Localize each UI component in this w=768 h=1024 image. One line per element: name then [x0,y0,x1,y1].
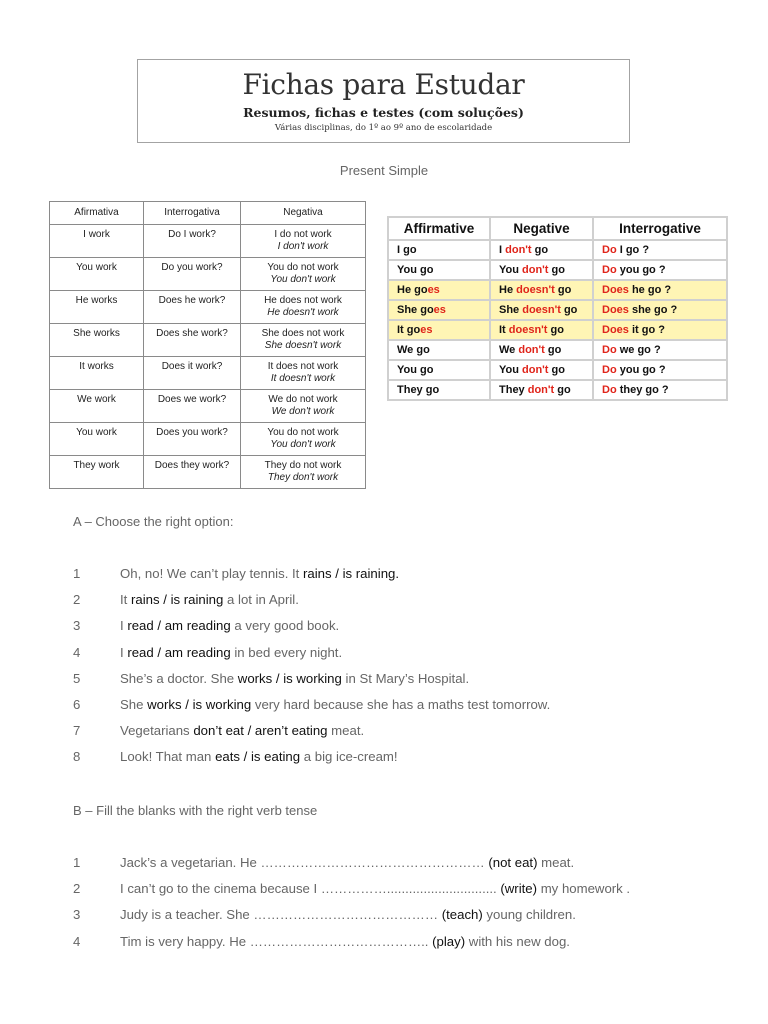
cell-text: go [554,284,572,296]
item-verb: (play) [432,933,466,949]
item-text: She [120,697,148,712]
column-header: Negativa [241,202,366,225]
cell-contraction: You don't work [270,439,336,450]
table-row [50,390,366,423]
cell-text: It [499,324,509,336]
item-text: I [120,644,128,660]
column-header: Afirmativa [50,202,144,225]
interrogative-cell [144,357,241,390]
column-header: Negative [491,218,592,239]
cell-auxiliary: doesn't [508,324,548,336]
cell-contraction: I don't work [277,241,329,252]
header-small-text: Várias disciplinas, do 1º ao 9º ano de escolaridade [274,123,493,133]
negative-cell [491,241,592,259]
cell-text: They go [397,384,440,396]
cell-text: they go ? [616,384,669,396]
cell-text: Does you work? [156,427,228,438]
cell-auxiliary: don't [527,384,555,396]
item-number: 3 [73,907,81,923]
exercise-item [73,881,753,896]
cell-text: You do not work [267,262,339,273]
exercise-item [73,934,753,949]
cell-text: I do not work [274,229,332,240]
item-options: works / is working [147,697,252,712]
cell-text: You [499,364,523,376]
cell-auxiliary: Does [602,304,629,316]
exercise-item [73,566,753,581]
exercise-item [73,645,753,660]
negative-cell [241,258,366,291]
affirmative-cell [50,225,144,258]
negative-cell [241,390,366,423]
cell-text: We work [77,394,116,405]
item-options: read / am reading [127,618,231,634]
exercise-item [73,749,753,764]
cell-auxiliary: Do [602,344,617,356]
item-number: 6 [73,697,81,712]
item-options: works / is working [237,670,342,686]
interrogative-cell [594,321,726,339]
item-options: read / am reading [127,644,231,660]
item-text: Oh, no! We can’t play tennis. It [120,566,304,581]
cell-text: He [499,284,517,296]
interrogative-cell [594,341,726,359]
item-number: 4 [73,644,81,660]
affirmative-cell [389,381,489,399]
cell-auxiliary: Do [602,364,617,376]
item-text: It [120,592,131,608]
column-header: Interrogative [594,218,726,239]
interrogative-cell [594,281,726,299]
cell-ending: es [433,304,446,316]
cell-auxiliary: don't [522,264,549,276]
item-options: don’t eat / aren’t eating [193,723,328,739]
affirmative-cell [50,390,144,423]
conjugation-table-work [49,201,366,489]
table-row [50,456,366,489]
cell-auxiliary: Does [602,324,629,336]
interrogative-cell [144,390,241,423]
table-row [50,357,366,390]
item-options: rains / is raining [131,592,224,608]
affirmative-cell [50,456,144,489]
exercise-item [73,618,753,633]
negative-cell [491,321,592,339]
cell-text: He go [397,284,428,296]
cell-ending: es [427,284,440,296]
cell-text: It go [397,324,421,336]
interrogative-cell [594,261,726,279]
negative-cell [491,361,592,379]
cell-text: You work [76,262,117,273]
interrogative-cell [144,258,241,291]
cell-contraction: It doesn't work [270,373,336,384]
cell-text: he go ? [628,284,672,296]
interrogative-cell [144,291,241,324]
item-number: 4 [73,933,81,949]
cell-text: She go [397,304,434,316]
exercise-item [73,697,753,712]
cell-auxiliary: don't [505,244,532,256]
negative-cell [241,291,366,324]
item-text: in bed every night. [230,644,343,660]
table-row [50,258,366,291]
item-verb: (teach) [441,907,483,923]
cell-text: I go ? [616,244,650,256]
cell-text: Does she work? [156,328,228,339]
cell-auxiliary: don't [518,344,545,356]
header-subtitle: Resumos, fichas e testes (com soluções) [243,105,524,120]
cell-text: We go [397,344,430,356]
cell-text: We do not work [268,394,338,405]
column-header: Interrogativa [144,202,241,225]
exercise-item [73,855,753,870]
cell-text: it go ? [628,324,665,336]
item-text: with his new dog. [465,933,570,949]
cell-auxiliary: Do [602,384,617,396]
exercise-item [73,592,753,607]
affirmative-cell [389,321,489,339]
cell-text: go [548,364,565,376]
cell-text: Does we work? [157,394,227,405]
table-row [389,301,726,319]
section-title: Present Simple [339,163,429,178]
interrogative-cell [594,381,726,399]
cell-auxiliary: doesn't [522,304,561,316]
item-text: very hard because she has a maths test tomorrow. [251,697,551,712]
negative-cell [241,357,366,390]
item-number: 2 [73,592,81,608]
negative-cell [491,381,592,399]
table-row [389,381,726,399]
interrogative-cell [594,301,726,319]
exercise-a-heading: A – Choose the right option: [73,514,234,529]
affirmative-cell [389,341,489,359]
cell-text: go [531,244,549,256]
cell-text: Does he work? [158,295,226,306]
cell-text: you go ? [616,364,666,376]
cell-text: we go ? [616,344,661,356]
table-row [50,225,366,258]
item-number: 1 [73,566,81,581]
negative-cell [241,456,366,489]
interrogative-cell [144,423,241,456]
item-text: a big ice-cream! [300,749,398,765]
table-header-row [50,202,366,225]
cell-text: You go [397,364,434,376]
affirmative-cell [389,241,489,259]
table-row [50,324,366,357]
cell-text: She does not work [261,328,345,339]
affirmative-cell [50,423,144,456]
cell-text: You do not work [267,427,339,438]
cell-auxiliary: doesn't [516,284,555,296]
affirmative-cell [50,291,144,324]
item-number: 7 [73,723,81,739]
item-text: meat. [327,723,365,739]
cell-auxiliary: don't [522,364,549,376]
negative-cell [241,324,366,357]
table-row [50,291,366,324]
item-text: Jack’s a vegetarian. He …………………………………………… [120,855,489,870]
affirmative-cell [389,301,489,319]
item-number: 3 [73,618,81,634]
item-text: my homework . [537,881,631,897]
item-text: young children. [482,907,576,923]
cell-text: He works [75,295,118,306]
item-text: Judy is a teacher. She …………………………………… [120,907,442,923]
cell-contraction: She doesn't work [264,340,342,351]
cell-text: I go [397,244,417,256]
cell-text: She works [73,328,120,339]
item-text: a very good book. [230,618,340,634]
document-header [137,59,630,143]
interrogative-cell [144,324,241,357]
conjugation-table-go [387,216,728,401]
table-row [389,281,726,299]
cell-text: I [499,244,506,256]
interrogative-cell [144,456,241,489]
cell-text: You work [76,427,117,438]
cell-text: go [548,264,565,276]
interrogative-cell [144,225,241,258]
cell-text: go [560,304,578,316]
item-number: 5 [73,670,81,686]
cell-text: It works [79,361,114,372]
cell-contraction: We don't work [271,406,335,417]
table-row [389,261,726,279]
cell-auxiliary: Do [602,244,617,256]
item-text: Look! That man [120,749,216,765]
cell-text: You [499,264,523,276]
affirmative-cell [389,361,489,379]
affirmative-cell [50,357,144,390]
exercise-item [73,723,753,738]
exercise-b-heading: B – Fill the blanks with the right verb tense [73,803,318,818]
table-row [389,341,726,359]
cell-text: Does it work? [161,361,223,372]
affirmative-cell [50,258,144,291]
cell-text: Do you work? [161,262,223,273]
interrogative-cell [594,241,726,259]
negative-cell [491,341,592,359]
item-number: 8 [73,749,81,765]
cell-text: go [544,344,562,356]
item-number: 1 [73,855,81,870]
item-text: meat. [537,855,575,870]
cell-text: You go [397,264,434,276]
cell-text: I work [83,229,110,240]
cell-auxiliary: Do [602,264,617,276]
item-text: in St Mary’s Hospital. [341,670,470,686]
item-options: eats / is eating [215,749,301,765]
cell-ending: es [420,324,433,336]
exercise-item [73,907,753,922]
item-verb: (not eat) [488,855,538,870]
affirmative-cell [389,281,489,299]
negative-cell [241,423,366,456]
cell-contraction: He doesn't work [267,307,339,318]
item-text: She’s a doctor. She [120,670,238,686]
cell-text: go [547,324,564,336]
cell-text: Does they work? [154,460,230,471]
cell-text: go [554,384,571,396]
cell-text: Do I work? [168,229,216,240]
item-text: I [120,618,128,634]
cell-text: They [499,384,528,396]
cell-auxiliary: Does [602,284,629,296]
interrogative-cell [594,361,726,379]
cell-text: It does not work [267,361,339,372]
item-verb: (write) [500,881,538,897]
cell-text: He does not work [264,295,342,306]
cell-text: We [499,344,519,356]
item-text: Tim is very happy. He ………………………………….. [120,933,433,949]
negative-cell [491,261,592,279]
affirmative-cell [50,324,144,357]
affirmative-cell [389,261,489,279]
negative-cell [241,225,366,258]
cell-text: She [499,304,523,316]
cell-text: They work [73,460,120,471]
table-header-row [389,218,726,239]
cell-text: They do not work [264,460,342,471]
item-number: 2 [73,881,81,897]
cell-contraction: You don't work [270,274,336,285]
negative-cell [491,301,592,319]
cell-contraction: They don't work [267,472,339,483]
header-title: Fichas para Estudar [242,68,525,101]
table-row [389,361,726,379]
cell-text: you go ? [616,264,666,276]
column-header: Affirmative [389,218,489,239]
table-row [50,423,366,456]
exercise-item [73,671,753,686]
negative-cell [491,281,592,299]
table-row [389,241,726,259]
item-text: I can’t go to the cinema because I …………….............................. [120,881,501,897]
item-text: Vegetarians [120,723,194,739]
cell-text: she go ? [628,304,678,316]
table-row [389,321,726,339]
item-options: rains / is raining. [303,566,400,581]
item-text: a lot in April. [223,592,299,608]
